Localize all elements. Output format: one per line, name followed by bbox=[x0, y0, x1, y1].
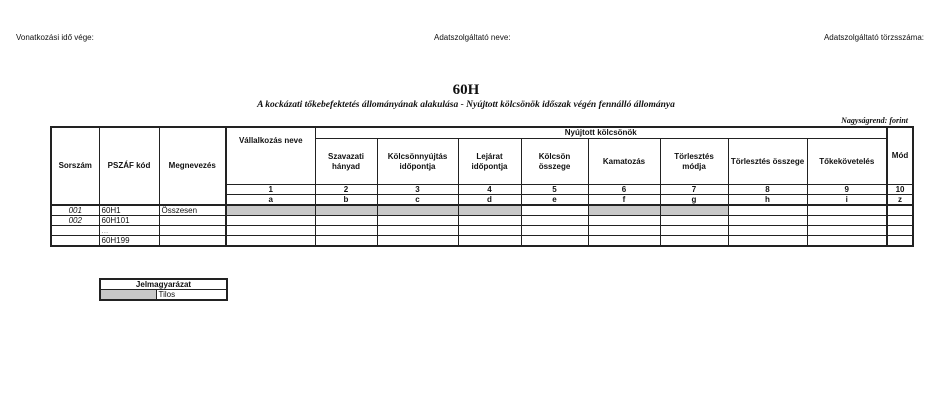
data-cell[interactable] bbox=[887, 236, 913, 247]
data-cell[interactable] bbox=[521, 205, 588, 216]
col-letter: d bbox=[458, 195, 521, 206]
row-code: 60H101 bbox=[99, 216, 159, 226]
data-cell[interactable] bbox=[315, 216, 377, 226]
row-code: 60H199 bbox=[99, 236, 159, 247]
form-subtitle: A kockázati tőkebefektetés állományának alakulása - Nyújtott kölcsönök időszak végén fennálló állománya bbox=[257, 100, 675, 110]
data-cell[interactable] bbox=[807, 236, 887, 247]
data-cell[interactable] bbox=[807, 216, 887, 226]
col-letter: b bbox=[315, 195, 377, 206]
col-number: 4 bbox=[458, 185, 521, 195]
data-cell[interactable] bbox=[728, 226, 807, 236]
unit-label: Nagyságrend: forint bbox=[841, 116, 908, 125]
table-row bbox=[51, 236, 913, 247]
forbidden-cell bbox=[458, 205, 521, 216]
row-name bbox=[159, 216, 226, 226]
data-cell[interactable] bbox=[226, 226, 315, 236]
data-cell[interactable] bbox=[660, 236, 728, 247]
data-cell[interactable] bbox=[660, 216, 728, 226]
header-kolcson-osszege: Kölcsön összege bbox=[521, 139, 588, 185]
data-cell[interactable] bbox=[887, 216, 913, 226]
data-cell[interactable] bbox=[807, 226, 887, 236]
data-cell[interactable] bbox=[315, 236, 377, 247]
data-cell[interactable] bbox=[588, 236, 660, 247]
col-letter: f bbox=[588, 195, 660, 206]
header-pszaf-kod: PSZÁF kód bbox=[99, 127, 159, 205]
row-sorszam bbox=[51, 236, 99, 247]
provider-name-label: Adatszolgáltató neve: bbox=[434, 33, 511, 42]
col-number: 10 bbox=[887, 185, 913, 195]
provider-id-label: Adatszolgáltató törzsszáma: bbox=[823, 33, 924, 42]
data-cell[interactable] bbox=[521, 216, 588, 226]
col-letter: e bbox=[521, 195, 588, 206]
data-cell[interactable] bbox=[660, 226, 728, 236]
forbidden-cell bbox=[315, 205, 377, 216]
table-row bbox=[51, 205, 913, 216]
header-lejarat-idopontja: Lejárat időpontja bbox=[458, 139, 521, 185]
forbidden-cell bbox=[660, 205, 728, 216]
form-title: 60H bbox=[452, 82, 480, 98]
data-cell[interactable] bbox=[521, 236, 588, 247]
data-cell[interactable] bbox=[728, 205, 807, 216]
forbidden-cell bbox=[226, 205, 315, 216]
header-sorszam: Sorszám bbox=[51, 127, 99, 205]
col-letter: g bbox=[660, 195, 728, 206]
col-number: 1 bbox=[226, 185, 315, 195]
row-code: ... bbox=[99, 226, 159, 236]
col-number: 3 bbox=[377, 185, 458, 195]
row-name bbox=[159, 226, 226, 236]
header-vallalkozas-neve: Vállalkozás neve bbox=[226, 127, 315, 185]
col-letter: c bbox=[377, 195, 458, 206]
period-end-label: Vonatkozási idő vége: bbox=[16, 33, 94, 42]
data-cell[interactable] bbox=[887, 226, 913, 236]
col-number: 7 bbox=[660, 185, 728, 195]
data-cell[interactable] bbox=[377, 216, 458, 226]
header-nyujtott-kolcsonok: Nyújtott kölcsönök bbox=[315, 127, 887, 139]
legend-title: Jelmagyarázat bbox=[100, 279, 227, 290]
row-sorszam: 002 bbox=[51, 216, 99, 226]
data-cell[interactable] bbox=[315, 226, 377, 236]
col-number: 2 bbox=[315, 185, 377, 195]
col-letter: h bbox=[728, 195, 807, 206]
data-cell[interactable] bbox=[588, 226, 660, 236]
table-row bbox=[51, 216, 913, 226]
table-row bbox=[51, 226, 913, 236]
header-torlesztes-osszege: Törlesztés összege bbox=[728, 139, 807, 185]
data-cell[interactable] bbox=[458, 226, 521, 236]
col-letter: i bbox=[807, 195, 887, 206]
forbidden-cell bbox=[377, 205, 458, 216]
header-mod: Mód bbox=[887, 127, 913, 185]
col-number: 5 bbox=[521, 185, 588, 195]
header-tokekovetel: Tőkekövetelés bbox=[807, 139, 887, 185]
header-szavazati-hanyad: Szavazati hányad bbox=[315, 139, 377, 185]
header-torlesztes-modja: Törlesztés módja bbox=[660, 139, 728, 185]
data-cell[interactable] bbox=[728, 216, 807, 226]
legend-forbidden-label: Tilos bbox=[156, 290, 227, 301]
data-cell[interactable] bbox=[458, 216, 521, 226]
col-number: 9 bbox=[807, 185, 887, 195]
data-cell[interactable] bbox=[588, 216, 660, 226]
header-kamatozas: Kamatozás bbox=[588, 139, 660, 185]
row-name: Összesen bbox=[159, 205, 226, 216]
row-sorszam bbox=[51, 226, 99, 236]
row-sorszam: 001 bbox=[51, 205, 99, 216]
col-letter: a bbox=[226, 195, 315, 206]
header-megnevezes: Megnevezés bbox=[159, 127, 226, 205]
legend-forbidden-swatch bbox=[100, 290, 156, 301]
data-cell[interactable] bbox=[521, 226, 588, 236]
row-code: 60H1 bbox=[99, 205, 159, 216]
col-number: 8 bbox=[728, 185, 807, 195]
data-table bbox=[50, 126, 914, 247]
data-cell[interactable] bbox=[377, 236, 458, 247]
data-cell[interactable] bbox=[458, 236, 521, 247]
data-cell[interactable] bbox=[226, 216, 315, 226]
col-letter: z bbox=[887, 195, 913, 206]
col-number: 6 bbox=[588, 185, 660, 195]
row-name bbox=[159, 236, 226, 247]
data-cell[interactable] bbox=[807, 205, 887, 216]
header-kolcsonnyujtas-idopontja: Kölcsönnyújtás időpontja bbox=[377, 139, 458, 185]
data-cell[interactable] bbox=[226, 236, 315, 247]
forbidden-cell bbox=[588, 205, 660, 216]
data-cell[interactable] bbox=[377, 226, 458, 236]
legend-table bbox=[99, 278, 228, 301]
data-cell[interactable] bbox=[728, 236, 807, 247]
data-cell[interactable] bbox=[887, 205, 913, 216]
